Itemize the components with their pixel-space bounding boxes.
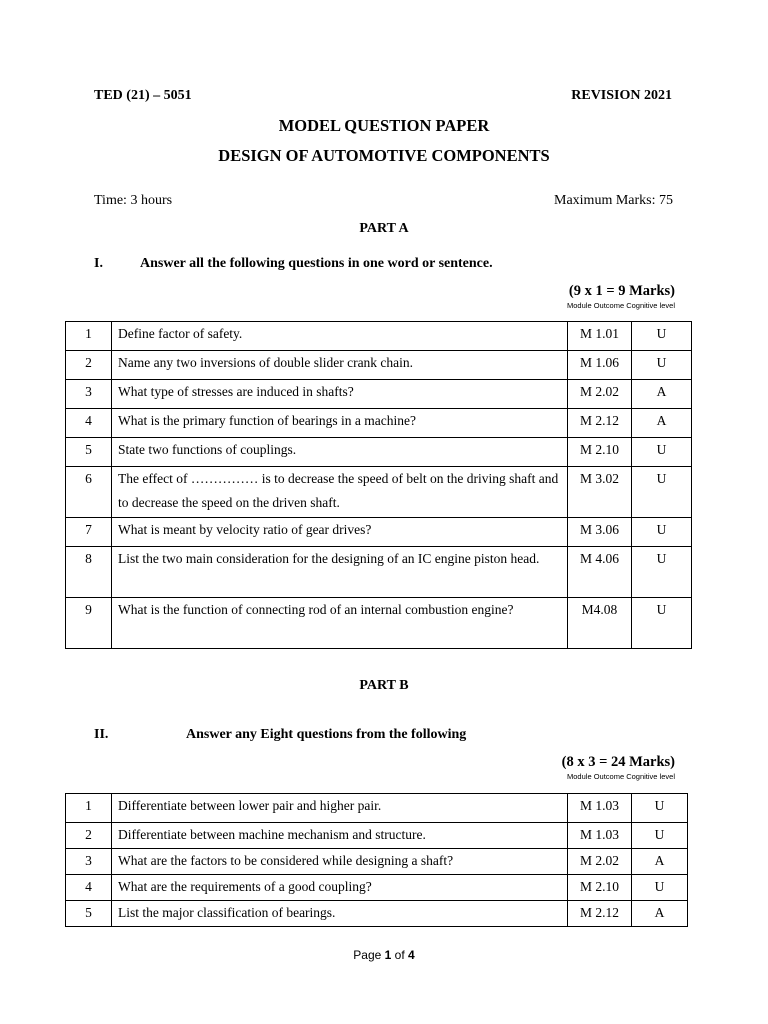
- cognitive-level: A: [632, 409, 692, 438]
- question-row: [66, 849, 688, 875]
- page-of: of: [394, 948, 405, 962]
- question-row: [66, 380, 692, 409]
- question-text: What are the requirements of a good coupling?: [112, 875, 568, 901]
- section-number-1: I.: [94, 256, 103, 271]
- cognitive-level: U: [632, 351, 692, 380]
- part-a-question-table: [65, 321, 692, 649]
- question-number: 1: [66, 322, 112, 351]
- part-b-question-table: [65, 793, 688, 927]
- question-number: 8: [66, 547, 112, 598]
- maximum-marks: Maximum Marks: 75: [554, 193, 673, 208]
- paper-code: TED (21) – 5051: [94, 88, 192, 103]
- module-outcome: M 1.03: [568, 823, 632, 849]
- section-instruction-2: Answer any Eight questions from the following: [186, 727, 467, 742]
- module-outcome: M4.08: [568, 598, 632, 649]
- cognitive-level: U: [632, 823, 688, 849]
- marks-distribution-b: (8 x 3 = 24 Marks): [561, 754, 675, 770]
- part-a-heading: PART A: [359, 221, 409, 236]
- question-number: 3: [66, 380, 112, 409]
- question-text: What is the function of connecting rod of an internal combustion engine?: [112, 598, 568, 649]
- question-row: [66, 518, 692, 547]
- section-instruction-1: Answer all the following questions in one word or sentence.: [140, 256, 493, 271]
- question-row: [66, 823, 688, 849]
- question-number: 1: [66, 794, 112, 823]
- question-number: 5: [66, 901, 112, 927]
- question-number: 7: [66, 518, 112, 547]
- question-text: What are the factors to be considered while designing a shaft?: [112, 849, 568, 875]
- module-outcome: M 2.10: [568, 875, 632, 901]
- section-number-2: II.: [94, 727, 109, 742]
- question-text: Differentiate between machine mechanism and structure.: [112, 823, 568, 849]
- question-row: [66, 351, 692, 380]
- question-number: 4: [66, 409, 112, 438]
- marks-distribution-a: (9 x 1 = 9 Marks): [568, 283, 675, 299]
- module-outcome: M 4.06: [568, 547, 632, 598]
- question-row: [66, 409, 692, 438]
- cognitive-level: A: [632, 849, 688, 875]
- module-outcome: M 2.02: [568, 380, 632, 409]
- question-number: 3: [66, 849, 112, 875]
- cognitive-level: U: [632, 438, 692, 467]
- question-text: What is meant by velocity ratio of gear drives?: [112, 518, 568, 547]
- question-number: 9: [66, 598, 112, 649]
- question-row: [66, 901, 688, 927]
- question-row: [66, 875, 688, 901]
- cognitive-level: U: [632, 794, 688, 823]
- cognitive-level: U: [632, 875, 688, 901]
- module-outcome: M 1.06: [568, 351, 632, 380]
- module-outcome: M 2.12: [568, 901, 632, 927]
- cognitive-level: U: [632, 598, 692, 649]
- module-outcome: M 3.02: [568, 467, 632, 518]
- question-row: [66, 438, 692, 467]
- column-label-b: Module Outcome Cognitive level: [567, 772, 675, 781]
- question-text: What type of stresses are induced in shafts?: [112, 380, 568, 409]
- question-number: 6: [66, 467, 112, 518]
- question-text: State two functions of couplings.: [112, 438, 568, 467]
- cognitive-level: U: [632, 467, 692, 518]
- module-outcome: M 1.03: [568, 794, 632, 823]
- cognitive-level: A: [632, 380, 692, 409]
- question-text: List the major classification of bearings.: [112, 901, 568, 927]
- question-row: [66, 598, 692, 649]
- page-footer: [0, 948, 768, 962]
- cognitive-level: A: [632, 901, 688, 927]
- cognitive-level: U: [632, 547, 692, 598]
- question-text: List the two main consideration for the designing of an IC engine piston head.: [112, 547, 568, 598]
- column-label-a: Module Outcome Cognitive level: [567, 301, 675, 310]
- module-outcome: M 1.01: [568, 322, 632, 351]
- question-text: Differentiate between lower pair and higher pair.: [112, 794, 568, 823]
- question-number: 5: [66, 438, 112, 467]
- paper-title: MODEL QUESTION PAPER: [278, 116, 490, 135]
- page-total: 4: [408, 948, 415, 962]
- question-text: What is the primary function of bearings in a machine?: [112, 409, 568, 438]
- module-outcome: M 2.02: [568, 849, 632, 875]
- revision-label: REVISION 2021: [571, 88, 672, 103]
- question-row: [66, 322, 692, 351]
- question-row: [66, 794, 688, 823]
- question-text: Name any two inversions of double slider crank chain.: [112, 351, 568, 380]
- page-current: 1: [384, 948, 392, 962]
- question-row: [66, 467, 692, 518]
- time-allowed: Time: 3 hours: [94, 193, 173, 208]
- question-number: 4: [66, 875, 112, 901]
- cognitive-level: U: [632, 322, 692, 351]
- cognitive-level: U: [632, 518, 692, 547]
- page-prefix: Page: [353, 948, 382, 962]
- subject-title: DESIGN OF AUTOMOTIVE COMPONENTS: [218, 146, 550, 165]
- module-outcome: M 3.06: [568, 518, 632, 547]
- question-row: [66, 547, 692, 598]
- module-outcome: M 2.12: [568, 409, 632, 438]
- question-number: 2: [66, 351, 112, 380]
- question-text: Define factor of safety.: [112, 322, 568, 351]
- part-b-heading: PART B: [359, 678, 409, 693]
- question-number: 2: [66, 823, 112, 849]
- question-text: The effect of …………… is to decrease the speed of belt on the driving shaft and to decrease the speed on the driven shaft.: [112, 467, 568, 518]
- module-outcome: M 2.10: [568, 438, 632, 467]
